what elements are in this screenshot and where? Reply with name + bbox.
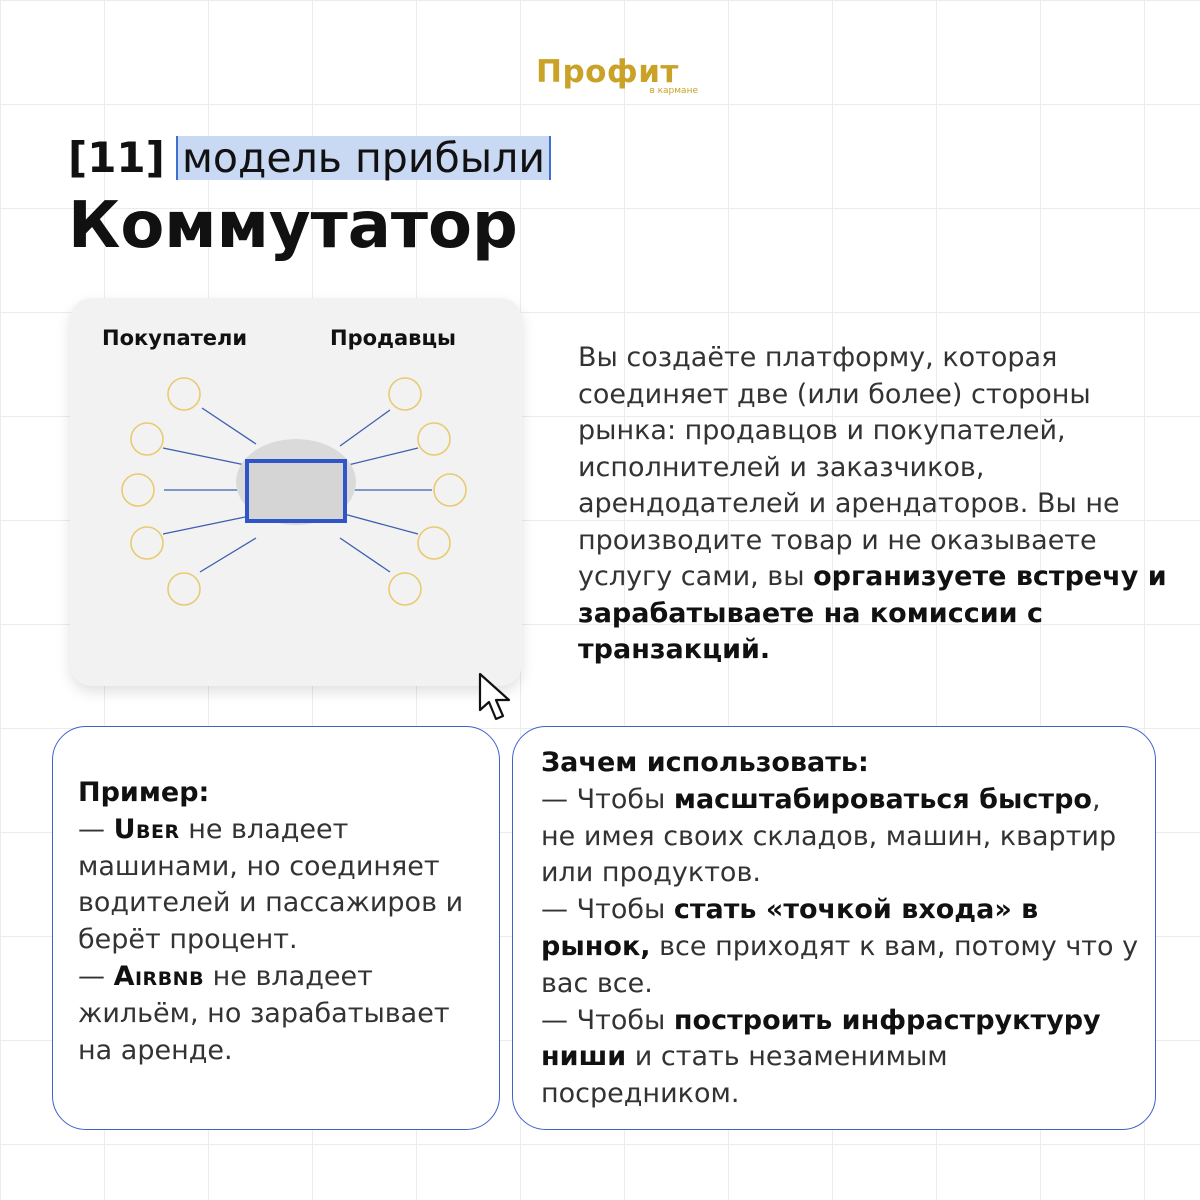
cursor-arrow-icon [478,672,520,724]
connection-line [163,448,250,466]
why-heading: Зачем использовать: [541,747,869,778]
seller-node [389,378,421,410]
example-box [52,726,500,1130]
why-item-bold: масштабироваться быстро [673,783,1092,815]
example-text: не владеет жильём, но зарабатывает на аренде. [78,960,450,1066]
dash: — [78,813,114,845]
description-text: Вы создаёте платформу, которая соединяет две (или более) стороны рынка: продавцов и покупателей, исполнителей и заказчиков, арендодателей и арендаторов. Вы не производите товар и не оказываете услугу сами, вы [578,342,1120,592]
brand-uber: Uber [113,813,180,845]
seller-node [434,474,466,506]
connection-line [340,538,390,572]
connection-line [200,538,256,572]
example-text: не владеет машинами, но соединяет водителей и пассажиров и берёт процент. [78,813,464,956]
buyer-node [131,527,163,559]
brand-airbnb: Airbnb [113,960,205,992]
example-heading: Пример: [78,777,210,808]
why-item-bold: стать «точкой входа» в рынок, [541,894,1039,962]
seller-node [418,423,450,455]
heading-number: [11] [68,133,165,182]
why-item [541,1003,1141,1113]
buyer-node [122,474,154,506]
example-item-airbnb [78,959,479,1069]
dash: — [78,960,114,992]
logo-wordmark: Профит [536,54,679,90]
logo-subtitle: в кармане [649,86,698,96]
buyer-node [168,573,200,605]
why-item-prefix: — Чтобы [541,894,674,926]
seller-node [418,527,450,559]
description-bold: организуете встречу и зарабатываете на комиссии с транзакций. [578,561,1167,665]
connection-line [344,448,418,466]
connection-line [340,410,390,446]
why-box [512,726,1156,1130]
seller-node [389,573,421,605]
why-item-text: и стать незаменимым посредником. [541,1041,948,1110]
buyers-label: Покупатели [102,326,248,350]
why-item-prefix: — Чтобы [541,783,674,815]
heading-highlight: модель прибыли [176,136,551,180]
connection-line [163,516,250,534]
description-paragraph [578,340,1178,669]
buyer-node [131,423,163,455]
platform-box [247,461,345,521]
connection-line [202,408,256,444]
why-item-text: все приходят к вам, потому что у вас все. [541,930,1139,999]
diagram-card [70,298,522,686]
example-item-uber [78,812,479,959]
why-item-text: , не имея своих складов, машин, квартир или продуктов. [541,783,1117,889]
seller-nodes [389,378,466,605]
logo [536,52,706,102]
why-item-prefix: — Чтобы [541,1004,674,1036]
page-title: Коммутатор [68,189,518,263]
why-item [541,892,1141,1002]
buyer-node [168,378,200,410]
buyer-nodes [122,378,200,605]
why-item [541,782,1141,892]
sellers-label: Продавцы [330,326,457,350]
connection-line [344,514,418,534]
platform-diagram [70,298,522,686]
why-item-bold: построить инфраструктуру ниши [541,1004,1101,1073]
